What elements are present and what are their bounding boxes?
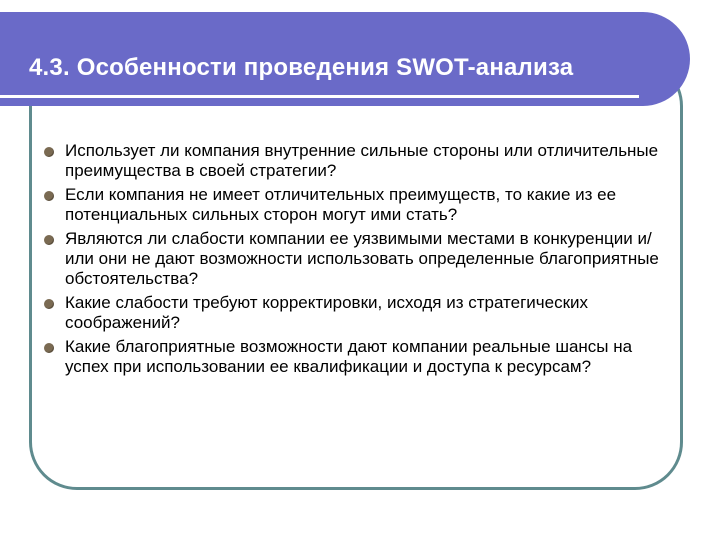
bullet-icon [44, 235, 54, 245]
title-underline [0, 95, 639, 98]
bullet-icon [44, 191, 54, 201]
bullet-icon [44, 299, 54, 309]
bullet-item [44, 141, 674, 181]
bullet-item [44, 185, 674, 225]
bullet-item [44, 337, 674, 377]
bullet-text: Какие благоприятные возможности дают компании реальные шансы на успех при использовании ее квалификации и доступа к ресурсам? [65, 337, 633, 376]
bullet-icon [44, 343, 54, 353]
bullet-text: Являются ли слабости компании ее уязвимыми местами в конкуренции и/или они не дают возможности использовать определенные благоприятные обстоятельства? [65, 229, 659, 288]
bullet-text: Использует ли компания внутренние сильные стороны или отличительные преимущества в своей стратегии? [65, 141, 659, 180]
bullet-list [44, 141, 674, 381]
bullet-item [44, 293, 674, 333]
bullet-item [44, 229, 674, 289]
bullet-text: Если компания не имеет отличительных преимуществ, то какие из ее потенциальных сильных сторон могут ими стать? [65, 185, 617, 224]
bullet-text: Какие слабости требуют корректировки, исходя из стратегических соображений? [65, 293, 589, 332]
bullet-icon [44, 147, 54, 157]
slide-title: 4.3. Особенности проведения SWOT-анализа [29, 54, 574, 81]
